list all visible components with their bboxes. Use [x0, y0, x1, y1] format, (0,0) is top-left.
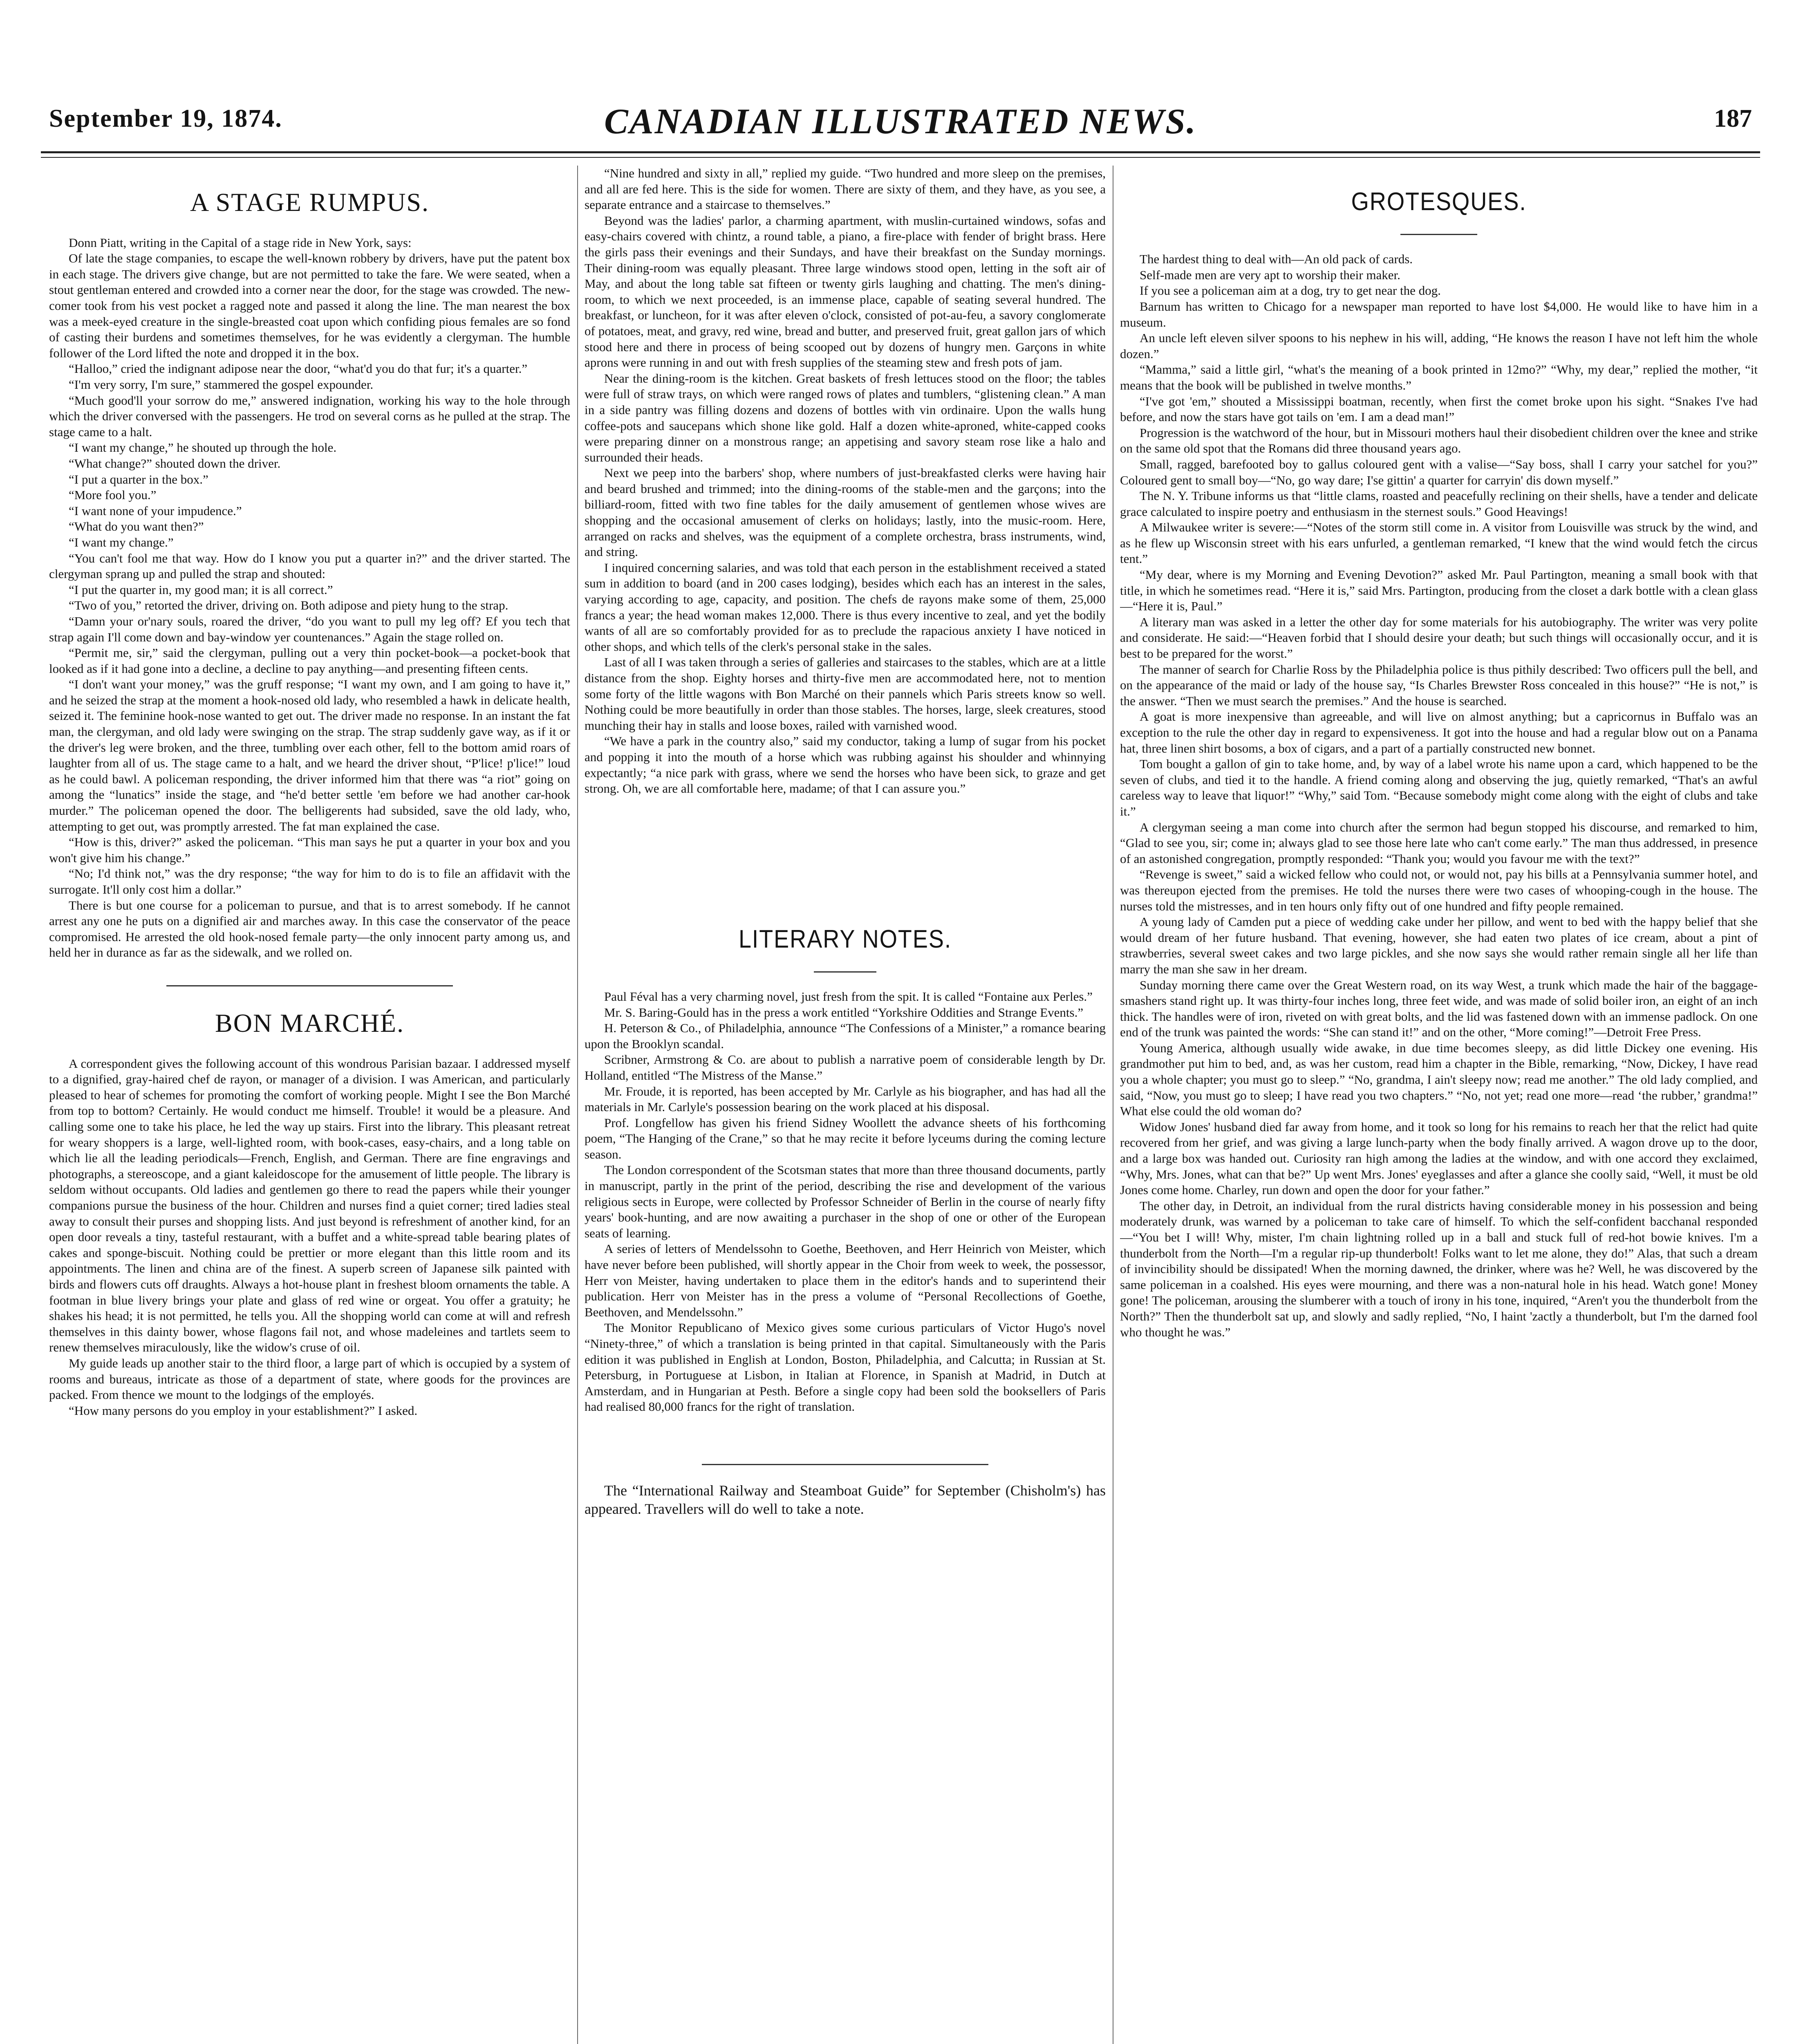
paragraph: H. Peterson & Co., of Philadelphia, announce “The Confessions of a Minister,” a romance bearing upon the Brooklyn scandal.: [585, 1021, 1106, 1051]
page-number: 187: [1714, 105, 1752, 132]
spacer: [585, 797, 1106, 903]
stage-rumpus-body: [49, 251, 570, 961]
paragraph: The Monitor Republicano of Mexico gives some curious particulars of Victor Hugo's novel “Ninety-three,” of which a translation is being printed in that capital. Simultaneously with the Paris edition it was published in English at London, Boston, Philadelphia, and Calcutta; in Russian at St. Petersburg, in Portuguese at Lisbon, in Italian at Florence, in Spanish at Madrid, in Dutch at Amsterdam, and in Hungarian at Pesth. Before a single copy had been sold the booksellers of Paris had realised 80,000 francs for the right of translation.: [585, 1320, 1106, 1414]
masthead-rule: [41, 151, 1760, 153]
masthead-rule-thin: [41, 157, 1760, 158]
paragraph: “How is this, driver?” asked the policeman. “This man says he put a quarter in your box and you won't give him his change.”: [49, 835, 570, 865]
paragraph: The other day, in Detroit, an individual from the rural districts having considerable money in his possession and being moderately drunk, was warned by a policeman to take care of himself. To which the self-confident bacchanal responded —“You bet I will! Why, mister, I'm chain lightning rolled up in a ball and stuck full of red-hot bowie knives. I'm a thunderbolt from the North—I'm a regular rip-up thunderbolt! Folks want to let me alone, they do!” Alas, that such a dream of invincibility should be dissipated! When the morning dawned, the drinker, where was he? Well, he was discovered by the same policeman in a coalshed. His eyes were mourning, and there was a non-natural hole in his head. Watch gone! Money gone! The policeman, arousing the slumberer with a touch of irony in his tone, inquired, “Aren't you the thunderbolt from the North?” Then the thunderbolt sat up, and slowly and sadly replied, “No, I haint 'zactly a thunderbolt, but I'm the darned fool who thought he was.”: [1120, 1198, 1758, 1339]
paragraph: “Revenge is sweet,” said a wicked fellow who could not, or would not, pay his bills at a Pennsylvania summer hotel, and was thereupon ejected from the premises. He told the nurses there were two cases of whooping-cough in the house. The nurses told the mistresses, and in ten hours only fifty out of one hundred and fifty people remained.: [1120, 867, 1758, 913]
paragraph: An uncle left eleven silver spoons to his nephew in his will, adding, “He knows the reason I have not left him the whole dozen.”: [1120, 331, 1758, 361]
paragraph: A clergyman seeing a man come into church after the sermon had begun stopped his discourse, and remarked to him, “Glad to see you, sir; come in; always glad to see those here late who can't come early.” The man thus addressed, in presence of an astonished congregation, promptly responded: “Thank you; would you favour me with the text?”: [1120, 820, 1758, 866]
paragraph: “Two of you,” retorted the driver, driving on. Both adipose and piety hung to the strap.: [69, 598, 508, 613]
paragraph: Next we peep into the barbers' shop, where numbers of just-breakfasted clerks were having hair and beard brushed and trimmed; into the dining-rooms of the stable-men and the garçons; into the billiard-room, fitted with two fine tables for the daily amusement of gentlemen whose wives are shopping and the occasional amusement of clerks on holidays; lastly, into the music-room. Here, arranged on racks and shelves, was the equipment of a complete orchestra, brass instruments, wind, and string.: [585, 466, 1106, 559]
paragraph: The N. Y. Tribune informs us that “little clams, roasted and peacefully reclining on their shells, have a tender and delicate grace calculated to inspire poetry and enthusiasm in the sternest souls.” Good Heavings!: [1120, 489, 1758, 519]
section-divider: [166, 985, 453, 986]
bon-marche-body-part-2: [585, 166, 1106, 797]
paragraph: The London correspondent of the Scotsman states that more than three thousand documents, partly in manuscript, partly in the print of the period, describing the rise and development of the various religious sects in Europe, were collected by Professor Schneider of Berlin in the course of nearly fifty years' book-hunting, and are now awaiting a purchaser in the shop of one or other of the European seats of learning.: [585, 1163, 1106, 1240]
paragraph: “My dear, where is my Morning and Evening Devotion?” asked Mr. Paul Partington, meaning a small book with that title, in which he sometimes read. “Here it is,” said Mrs. Partington, producing from the closet a dark bottle with a clean glass—“Here it is, Paul.”: [1120, 567, 1758, 614]
paragraph: “What do you want then?”: [69, 519, 204, 534]
paragraph: Of late the stage companies, to escape the well-known robbery by drivers, have put the patent box in each stage. The drivers give change, but are not permitted to take the fare. We were seated, when a stout gentleman entered and crowded into a corner near the door, for the stage was crowded. The new-comer took from his vest pocket a ragged note and passed it along the line. The man nearest the box was a meek-eyed creature in the single-breasted coat upon which confiding pious females are so fond of casting their burdens and sometimes themselves, for he was evidently a clergyman. The humble follower of the Lord lifted the note and dropped it in the box.: [49, 251, 570, 360]
title-underline: [1400, 234, 1477, 235]
paragraph: “More fool you.”: [69, 488, 157, 502]
article-title-literary-notes: LITERARY NOTES.: [738, 925, 952, 953]
paragraph: A young lady of Camden put a piece of wedding cake under her pillow, and went to bed with the happy belief that she would dream of her future husband. That evening, however, she had eaten two plates of ice cream, about a pint of strawberries, several sweet cakes and two large pickles, and she now says she would rather remain single all her life than marry the man she saw in her dream.: [1120, 914, 1758, 976]
paragraph: “We have a park in the country also,” said my conductor, taking a lump of sugar from his pocket and popping it into the mouth of a horse which was rubbing against his shoulder and whinnying expectantly; “a nice park with grass, where we send the horses who have been sick, to graze and get strong. Oh, we are all comfortable here, madame; of that I can assure you.”: [585, 734, 1106, 796]
masthead: [49, 104, 1752, 166]
paragraph: Tom bought a gallon of gin to take home, and, by way of a label wrote his name upon a card, which happened to be the seven of clubs, and tied it to the handle. A friend coming along and observing the jug, quietly remarked, “That's an awful careless way to leave that liquor!” “Why,” said Tom. “Because somebody might come along with the eight of clubs and take it.”: [1120, 757, 1758, 818]
paragraph: “No; I'd think not,” was the dry response; “the way for him to do is to file an affidavit with the surrogate. It'll only cost him a dollar.”: [49, 866, 570, 897]
paragraph: If you see a policeman aim at a dog, try to get near the dog.: [1140, 283, 1441, 298]
paragraph: Scribner, Armstrong & Co. are about to publish a narrative poem of considerable length by Dr. Holland, entitled “The Mistress of the Manse.”: [585, 1052, 1106, 1083]
paragraph: Mr. Froude, it is reported, has been accepted by Mr. Carlyle as his biographer, and has had all the materials in Mr. Carlyle's possession bearing on the work placed at his disposal.: [585, 1084, 1106, 1114]
paragraph: “I want my change,” he shouted up through the hole.: [69, 440, 337, 455]
article-title-stage-rumpus: A STAGE RUMPUS.: [190, 188, 429, 217]
article-title-grotesques: GROTESQUES.: [1351, 188, 1527, 216]
paragraph: “Damn your or'nary souls, roared the driver, “do you want to pull my leg off? Ef you tech that strap again I'll come down and bay-window yer countenances.” Again the stage rolled on.: [49, 614, 570, 644]
paragraph: My guide leads up another stair to the third floor, a large part of which is occupied by a system of rooms and bureaus, intricate as those of a department of state, where goods for the provinces are packed. From thence we mount to the lodgings of the employés.: [49, 1356, 570, 1402]
paragraph: “Nine hundred and sixty in all,” replied my guide. “Two hundred and more sleep on the premises, and all are fed here. This is the side for women. There are sixty of them, and they have, as you see, a separate entrance and a staircase to themselves.”: [585, 166, 1106, 212]
paragraph: “I want my change.”: [69, 535, 174, 549]
paragraph: Widow Jones' husband died far away from home, and it took so long for his remains to reach her that the relict had quite recovered from her grief, and was giving a large lunch-party when the body finally arrived. A wagon drove up to the door, and a large box was handed out. Curiosity ran high among the ladies at the window, and with one accord they exclaimed, “Why, Mrs. Jones, what can that be?” Up went Mrs. Jones' eyeglasses and after a glance she coolly said, “Well, it must be old Jones come home. Charley, run down and open the door for your father.”: [1120, 1119, 1758, 1197]
paragraph: The hardest thing to deal with—An old pack of cards.: [1140, 252, 1413, 267]
closing-note: The “International Railway and Steamboat Guide” for September (Chisholm's) has appeared. Travellers will do well to take a note.: [585, 1482, 1106, 1517]
paragraph: “I put a quarter in the box.”: [69, 472, 208, 486]
paragraph: “Permit me, sir,” said the clergyman, pulling out a very thin pocket-book—a pocket-book that looked as if it had gone into a decline, a decline to pay anything—and presenting fifteen cents.: [49, 645, 570, 676]
column-2: [585, 166, 1106, 2044]
paragraph: “How many persons do you employ in your establishment?” I asked.: [69, 1403, 418, 1418]
paragraph: Prof. Longfellow has given his friend Sidney Woollett the advance sheets of his forthcoming poem, “The Hanging of the Crane,” so that he may recite it before lyceums during the coming lecture season.: [585, 1115, 1106, 1161]
paragraph: A series of letters of Mendelssohn to Goethe, Beethoven, and Herr Heinrich von Meister, which have never before been published, will shortly appear in the Choir from week to week, the possessor, Herr von Meister, having undertaken to place them in the editor's hands and to superintend their publication. Herr von Meister has in the press a volume of “Personal Recollections of Goethe, Beethoven, and Mendelssohn.”: [585, 1242, 1106, 1319]
paragraph: Last of all I was taken through a series of galleries and staircases to the stables, which are at a little distance from the shop. Eighty horses and thirty-five men are accommodated here, not to mention some forty of the little wagons with Bon Marché on their pannels which Paris streets know so well. Nothing could be more beautifully in order than those stables. The horses, large, sleek creatures, stood munching their hay in stalls and loose boxes, railed with varnished wood.: [585, 655, 1106, 733]
paragraph: “You can't fool me that way. How do I know you put a quarter in?” and the driver started. The clergyman sprang up and pulled the strap and shouted:: [49, 551, 570, 581]
paragraph: There is but one course for a policeman to pursue, and that is to arrest somebody. If he cannot arrest any one he puts on a dignified air and marches away. In this case the conservator of the peace compromised. He arrested the old hook-nosed female party—the only innocent party among us, and held her in durance as far as the sidewalk, and we rolled on.: [49, 898, 570, 960]
paragraph: Mr. S. Baring-Gould has in the press a work entitled “Yorkshire Oddities and Strange Events.”: [604, 1005, 1084, 1020]
column-divider-1: [577, 166, 578, 2044]
section-divider: [702, 1464, 988, 1465]
grotesques-body: [1120, 251, 1758, 1340]
paragraph: “I put the quarter in, my good man; it is all correct.”: [69, 582, 333, 597]
paragraph: Barnum has written to Chicago for a newspaper man reported to have lost $4,000. He would like to have him in a museum.: [1120, 299, 1758, 329]
article-title-bon-marche: BON MARCHÉ.: [215, 1008, 404, 1038]
paragraph: “What change?” shouted down the driver.: [69, 456, 281, 471]
paragraph: A correspondent gives the following account of this wondrous Parisian bazaar. I addressed myself to a dignified, gray-haired chef de rayon, or manager of a division. I was American, and particularly pleased to hear of schemes for promoting the comfort of working people. Might I see the Bon Marché from top to bottom? Certainly. He would conduct me himself. Trouble! it would be a pleasure. And calling some one to take his place, he led the way up stairs. First into the library. This pleasant retreat for weary shoppers is a large, well-lighted room, with book-cases, easy-chairs, and a long table on which lie all the leading periodicals—French, English, and German. There are fine engravings and photographs, a stereoscope, and a giant kaleidoscope for the amusement of little people. The library is seldom without occupants. Old ladies and gentlemen go there to read the papers while their younger companions pursue the business of the hour. Children and nurses find a quiet corner; tired ladies steal away to consult their purses and shopping lists. And just beyond is refreshment of another kind, for an open door reveals a tiny, tasteful restaurant, with a buffet and a white-spread table bearing plates of cakes and sponge-biscuit. Nothing could be prettier or more elegant than this little room and its appointments. The linen and china are of the finest. A superb screen of Japanese silk painted with birds and flowers cuts off draughts. Always a hot-house plant in freshest bloom ornaments the table. A footman in blue livery brings your plate and glass of red wine or orgeat. You offer a gratuity; he shakes his head; it is not permitted, he tells you. All the shopping world can come at will and refresh themselves in this dainty bower, whose flagons fail not, and whose madeleines and tartlets seem to renew themselves miraculously, like the widow's cruse of oil.: [49, 1056, 570, 1355]
paragraph: “Halloo,” cried the indignant adipose near the door, “what'd you do that fur; it's a quarter.”: [69, 361, 528, 376]
paragraph: A Milwaukee writer is severe:—“Notes of the storm still come in. A visitor from Louisville was struck by the wind, and as he flew up Wisconsin street with his ears unfurled, a gentleman remarked, “I knew that the wind would fetch the circus tent.”: [1120, 520, 1758, 566]
paragraph: “I've got 'em,” shouted a Mississippi boatman, recently, when first the comet broke upon his sight. “Snakes I've had before, and now the stars have got tails on 'em. I am a dead man!”: [1120, 394, 1758, 424]
paragraph: “I don't want your money,” was the gruff response; “I want my own, and I am going to have it,” and he seized the strap at the moment a hook-nosed old lady, who resembled a hawk in delicate health, seized it. The feminine hook-nose wanted to get out. The driver made no response. In an instant the fat man, the clergyman, and old lady were swinging on the strap. The strap suddenly gave way, as if it or the driver's leg were broken, and the three, tumbling over each other, fell to the bottom amid roars of laughter from all of us. The stage came to a halt, and we heard the driver shout, “P'lice! p'lice!” loud as he could bawl. A policeman responding, the driver informed him that there was “a riot” going on among the “lunatics” inside the stage, and “he'd better settle 'em before we had another car-hook murder.” The policeman opened the door. The belligerents had subsided, save the old lady, who, attempting to get out, was promptly arrested. The fat man explained the case.: [49, 677, 570, 834]
paragraph: A literary man was asked in a letter the other day for some materials for his autobiography. The writer was very polite and considerate. He said:—“Heaven forbid that I should desire your death; but such things will occasionally occur, and it is best to be prepared for the worst.”: [1120, 614, 1758, 661]
paragraph: “Much good'll your sorrow do me,” answered indignation, working his way to the hole through which the driver conversed with the passengers. He trod on several corns as he pulled at the strap. The stage came to a halt.: [49, 393, 570, 439]
paragraph: Small, ragged, barefooted boy to gallus coloured gent with a valise—“Say boss, shall I carry your satchel for you?” Coloured gent to small boy—“No, go way dare; I'se gittin' a quarter for carryin' dis down myself.”: [1120, 457, 1758, 487]
newspaper-title: CANADIAN ILLUSTRATED NEWS.: [604, 102, 1197, 141]
column-3: [1120, 166, 1758, 2044]
paragraph: I inquired concerning salaries, and was told that each person in the establishment received a stated sum in addition to board (and in 200 cases lodging), besides which each has an interest in the sales, varying according to age, capacity, and position. The chefs de rayons make some of them, 25,000 francs a year; the head woman makes 12,000. There is thus every incentive to zeal, and yet the bodily wants of all are so comfortably provided for as to preclude the rapacious anxiety I have noticed in other shops, and which tells of the clerk's personal stake in the sales.: [585, 560, 1106, 654]
title-underline: [814, 971, 876, 973]
paragraph: Beyond was the ladies' parlor, a charming apartment, with muslin-curtained windows, sofas and easy-chairs covered with chintz, a round table, a piano, a fire-place with fender of bright brass. Here the girls pass their evenings and their Sundays, and have their breakfast on the Sunday mornings. Their dining-room was equally pleasant. Three large windows stood open, letting in the soft air of May, and about the long table sat fifteen or twenty girls laughing and chatting. The men's dining-room, to which we next proceeded, is an immense place, capable of seating several hundred. The breakfast, or luncheon, for it was after eleven o'clock, consisted of pot-au-feu, a savory conglomerate of potatoes, meat, and gravy, red wine, bread and butter, and preserved fruit, great gallon jars of which stood here and there in process of being scooped out by dozens of hungry men. Garçons in white aprons were running in and out with fresh supplies of the steaming stew and fresh pots of jam.: [585, 213, 1106, 370]
article-intro: Donn Piatt, writing in the Capital of a stage ride in New York, says:: [69, 235, 412, 250]
paragraph: Sunday morning there came over the Great Western road, on its way West, a trunk which made the hair of the baggage-smashers stand right up. It was thirty-four inches long, three feet wide, and was made of solid boiler iron, an eight of an inch thick. The handles were of iron, riveted on with great bolts, and the lid was fastened down with an immense padlock. On one end of the trunk was painted the words: “She can stand it!” and on the other, “More coming!”—Detroit Free Press.: [1120, 977, 1758, 1040]
paragraph: A goat is more inexpensive than agreeable, and will live on almost anything; but a capricornus in Buffalo was an exception to the rule the other day in regard to expensiveness. It got into the house and had a regular blow out on a Panama hat, three linen shirt bosoms, a box of cigars, and a part of a partially constructed new bonnet.: [1120, 709, 1758, 755]
paragraph: Young America, although usually wide awake, in due time becomes sleepy, as did little Dickey one evening. His grandmother put him to bed, and, as was her custom, read him a chapter in the Bible, remarking, “Now, Dickey, I have read you a whole chapter; you must go to sleep.” “No, grandma, I ain't sleepy now; read me another.” The old lady complied, and said, “Now, you must go to sleep; I have read you two chapters.” “No, not yet; read one more—read ‘the rubber,’ grandma!” What else could the old woman do?: [1120, 1040, 1758, 1118]
paragraph: Near the dining-room is the kitchen. Great baskets of fresh lettuces stood on the floor; the tables were full of straw trays, on which were ranged rows of plates and tumblers, “glistening clean.” A man in a side pantry was filling dozens and dozens of bottles with vin ordinaire. Upon the walls hung coffee-pots and saucepans which shone like gold. Half a dozen white-aproned, white-capped cooks were preparing dinner on a monstrous range; an appetising and savory steam rose like a halo and surrounded their heads.: [585, 371, 1106, 464]
literary-notes-body: [585, 989, 1106, 1415]
paragraph: “I'm very sorry, I'm sure,” stammered the gospel expounder.: [69, 377, 374, 392]
column-1: [49, 166, 570, 2044]
paragraph: The manner of search for Charlie Ross by the Philadelphia police is thus pithily described: Two officers pull the bell, and on the appearance of the maid or lady of the house say, “Is Charles Brewster Ross concealed in this house?” “He is not,” is the answer. “Then we must search the premises.” And the house is searched.: [1120, 662, 1758, 708]
issue-date: September 19, 1874.: [49, 105, 282, 132]
paragraph: Progression is the watchword of the hour, but in Missouri mothers haul their disobedient children over the knee and strike on the same old spot that the Romans did three thousand years ago.: [1120, 425, 1758, 456]
paragraph: Self-made men are very apt to worship their maker.: [1140, 267, 1400, 282]
paragraph: “I want none of your impudence.”: [69, 503, 242, 518]
bon-marche-body-part-1: [49, 1056, 570, 1419]
paragraph: Paul Féval has a very charming novel, just fresh from the spit. It is called “Fontaine aux Perles.”: [604, 989, 1093, 1004]
paragraph: “Mamma,” said a little girl, “what's the meaning of a book printed in 12mo?” “Why, my dear,” replied the mother, “it means that the book will be published in twelve months.”: [1120, 362, 1758, 392]
